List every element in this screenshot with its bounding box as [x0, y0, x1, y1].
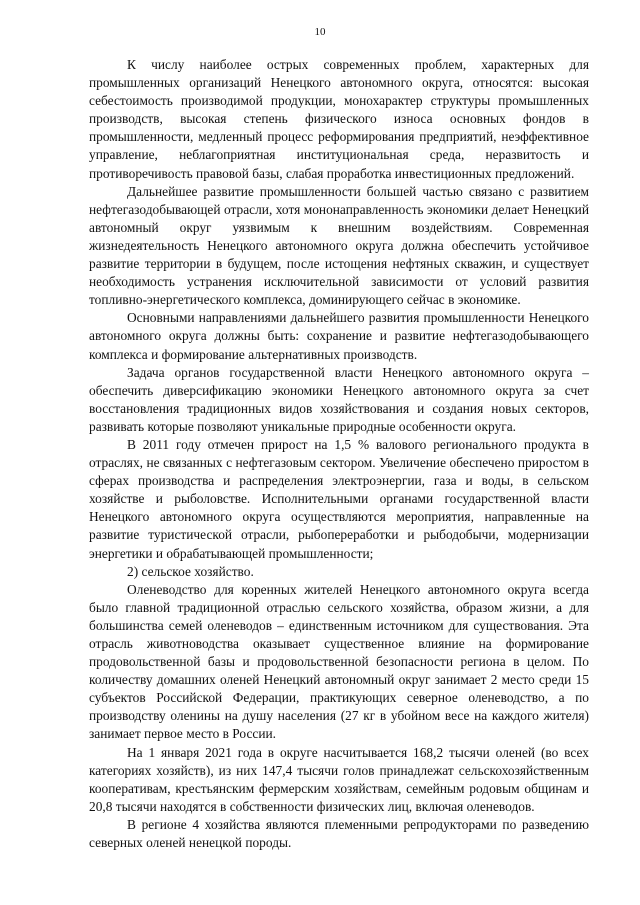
paragraph-government-task: Задача органов государственной власти Ненецкого автономного округа – обеспечить диверсификацию экономики Ненецкого автономного округа за счет восстановления традиционных видов хозяйствования и создания новых секторов, развивать которые позволяют уникальные природные особенности округа. [89, 364, 589, 434]
paragraph-industry-problems: К числу наиболее острых современных проблем, характерных для промышленных организаций Ненецкого автономного округа, относятся: высокая себестоимость производимой продукции, монохарактер структуры промышленных производств, высокая степень физического износа основных фондов в промышленности, медленный процесс реформирования предприятий, неэффективное управление, неблагоприятная институциональная среда, неразвитость и противоречивость правовой базы, слабая проработка инвестиционных предложений. [89, 57, 589, 181]
paragraph-reindeer-herding: Оленеводство для коренных жителей Ненецкого автономного округа всегда было главной традиционной отраслью сельского хозяйства, образом жизни, а для большинства семей оленеводов – единственным источником для существования. Эта отрасль животноводства оказывает существенное влияние на формирование продовольственной базы и продовольственной безопасности региона в целом. По количеству домашних оленей Ненецкий автономный округ занимает 2 место среди 15 субъектов Российской Федерации, практикующих северное оленеводство, а по производству оленины на душу населения (27 кг в убойном весе на каждого жителя) занимает первое место в России. [89, 581, 589, 742]
paragraph-agriculture-heading: 2) сельское хозяйство. [127, 563, 254, 579]
paragraph-2011-growth: В 2011 году отмечен прирост на 1,5 % валового регионального продукта в отраслях, не связанных с нефтегазовым сектором. Увеличение обеспечено приростом в сферах производства и распределения электроэнергии, газа и воды, в сельском хозяйстве и рыболовстве. Исполнительными органами государственной власти Ненецкого автономного округа осуществляются мероприятия, направленные на развитие туристической отрасли, рыбопереработки и рыбодобычи, модернизации энергетики и обрабатывающей промышленности; [89, 436, 589, 561]
paragraph-main-directions: Основными направлениями дальнейшего развития промышленности Ненецкого автономного округа должны быть: сохранение и развитие нефтегазодобывающего комплекса и формирование альтернативных производств. [89, 310, 589, 362]
paragraph-industry-development: Дальнейшее развитие промышленности большей частью связано с развитием нефтегазодобывающей отрасли, хотя мононаправленность экономики делает Ненецкий автономный округ уязвимым к внешним воздействиям. Современная жизнедеятельность Ненецкого автономного округа должна обеспечить устойчивое развитие территории в будущем, после истощения нефтяных скважин, и существует необходимость устранения исключительной зависимости от условий развития топливно-энергетического комплекса, доминирующего сейчас в экономике. [89, 183, 589, 308]
paragraph-breeding-farms: В регионе 4 хозяйства являются племенными репродукторами по разведению северных оленей ненецкой породы. [89, 816, 589, 851]
document-body [89, 56, 589, 852]
page-number: 10 [314, 26, 326, 38]
paragraph-reindeer-count: На 1 января 2021 года в округе насчитывается 168,2 тысячи оленей (во всех категориях хозяйств), из них 147,4 тысячи голов принадлежат сельскохозяйственным кооперативам, крестьянским фермерским хозяйствам, семейным родовым общинам и 20,8 тысячи находятся в собственности физических лиц, включая оленеводов. [89, 744, 589, 814]
